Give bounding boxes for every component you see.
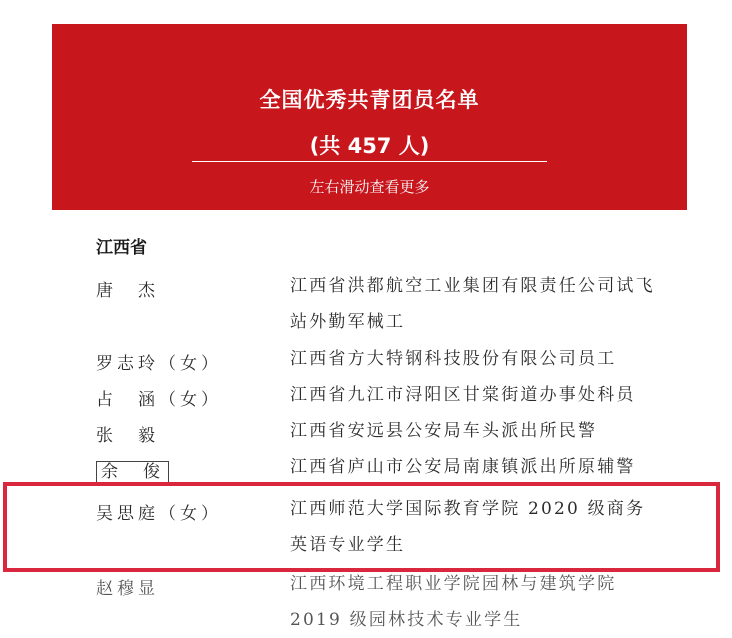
person-unit: 江西省九江市浔阳区甘棠街道办事处科员 [290, 385, 636, 405]
banner-count: (共 457 人) [309, 134, 430, 158]
person-unit: 江西省庐山市公安局南康镇派出所原辅警 [290, 457, 636, 477]
person-name [96, 457, 169, 482]
boxed-name: 余 俊 [96, 461, 169, 483]
highlight-box [3, 482, 720, 572]
person-name: 赵穆显 [96, 579, 159, 599]
banner-title: 全国优秀共青团员名单 [259, 88, 480, 112]
person-name: 占 涵（女） [96, 390, 222, 410]
title-banner [52, 24, 687, 210]
person-unit: 江西省方大特钢科技股份有限公司员工 [290, 349, 617, 369]
person-unit: 江西省安远县公安局车头派出所民警 [290, 421, 598, 441]
person-unit: 江西环境工程职业学院园林与建筑学院2019 级园林技术专业学生 [290, 574, 617, 630]
province-heading: 江西省 [96, 238, 147, 258]
person-name: 罗志玲（女） [96, 354, 222, 374]
person-name: 张 毅 [96, 426, 159, 446]
person-name: 吴思庭（女） [96, 504, 222, 524]
person-unit: 江西师范大学国际教育学院 2020 级商务英语专业学生 [290, 499, 646, 555]
person-name: 唐 杰 [96, 281, 159, 301]
banner-divider [192, 161, 547, 162]
scroll-hint: 左右滑动查看更多 [309, 178, 430, 196]
person-unit: 江西省洪都航空工业集团有限责任公司试飞站外勤军械工 [290, 276, 655, 332]
